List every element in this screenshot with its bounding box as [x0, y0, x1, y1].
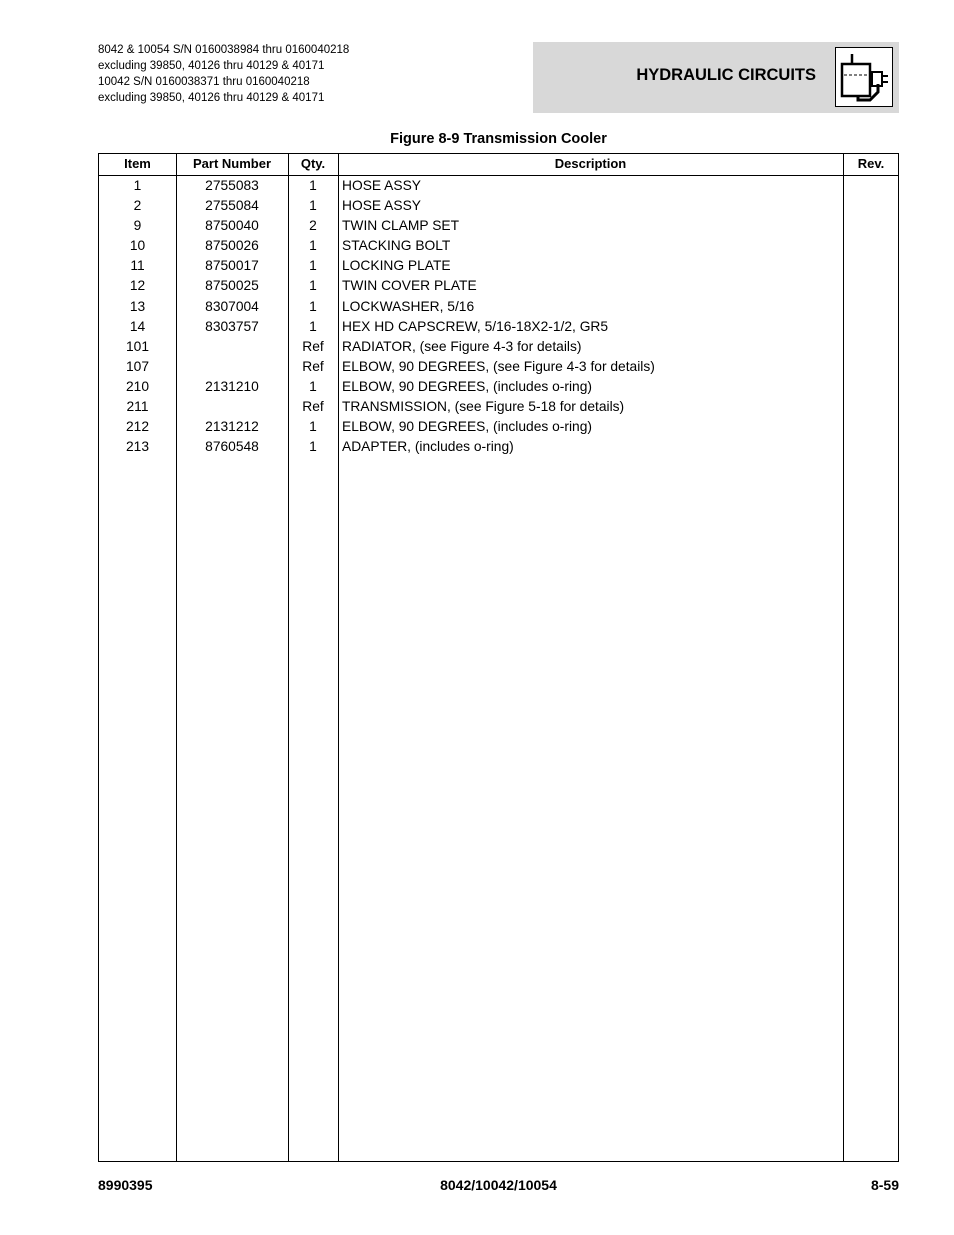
part-number-cell: 8750040: [205, 218, 259, 234]
description-cell: ELBOW, 90 DEGREES, (see Figure 4-3 for details): [342, 358, 655, 374]
qty-cell: Ref: [302, 399, 324, 415]
qty-cell: 1: [309, 318, 317, 334]
item-cell: 9: [133, 218, 142, 234]
column-header-qty: Qty.: [300, 156, 326, 171]
qty-cell: Ref: [302, 338, 324, 354]
item-cell: 213: [125, 439, 150, 455]
column-header-part-number: Part Number: [192, 156, 272, 171]
table-row: [99, 296, 898, 316]
description-cell: RADIATOR, (see Figure 4-3 for details): [342, 338, 582, 354]
description-cell: HEX HD CAPSCREW, 5/16-18X2-1/2, GR5: [342, 318, 609, 334]
item-cell: 101: [125, 338, 150, 354]
table-row: [99, 235, 898, 255]
item-cell: 11: [130, 258, 145, 274]
qty-cell: 1: [309, 238, 317, 254]
item-cell: 211: [126, 399, 149, 415]
part-number-cell: 2755084: [205, 198, 259, 214]
description-cell: TRANSMISSION, (see Figure 5-18 for details): [342, 399, 625, 415]
description-cell: LOCKING PLATE: [342, 258, 451, 274]
qty-cell: 2: [309, 218, 317, 234]
item-cell: 13: [129, 298, 146, 314]
footer-manual-number: 8990395: [98, 1177, 153, 1193]
part-number-cell: 8303757: [205, 318, 259, 334]
qty-cell: 1: [309, 298, 317, 314]
part-number-cell: 8760548: [205, 439, 259, 455]
table-row: [99, 175, 898, 195]
description-cell: LOCKWASHER, 5/16: [342, 298, 475, 314]
description-cell: ELBOW, 90 DEGREES, (includes o-ring): [342, 378, 592, 394]
item-cell: 1: [133, 178, 142, 193]
serial-range-block: [98, 42, 349, 106]
qty-cell: 1: [309, 419, 317, 435]
table-row: [99, 195, 898, 215]
column-header-rev: Rev.: [857, 156, 885, 171]
description-cell: STACKING BOLT: [342, 238, 451, 254]
table-row: [99, 376, 898, 396]
table-row: [99, 316, 898, 336]
qty-cell: Ref: [302, 358, 324, 374]
item-cell: 2: [133, 198, 142, 214]
parts-table: [98, 153, 899, 1162]
part-number-cell: 8750017: [205, 258, 259, 274]
part-number-cell: 2755083: [205, 178, 259, 193]
description-cell: ADAPTER, (includes o-ring): [342, 439, 514, 455]
part-number-cell: 8750025: [205, 278, 259, 294]
section-title: HYDRAULIC CIRCUITS: [636, 66, 816, 84]
table-row: [99, 275, 898, 295]
item-cell: 12: [129, 278, 146, 294]
serial-line: 10042 S/N 0160038371 thru 0160040218: [98, 76, 310, 88]
item-cell: 14: [129, 318, 146, 334]
qty-cell: 1: [309, 278, 317, 294]
part-number-cell: 2131210: [205, 378, 259, 394]
table-row: [99, 336, 898, 356]
table-row: [99, 215, 898, 235]
table-row: [99, 356, 898, 376]
description-cell: ELBOW, 90 DEGREES, (includes o-ring): [342, 419, 592, 435]
qty-cell: 1: [309, 439, 317, 455]
item-cell: 10: [129, 238, 146, 254]
part-number-cell: 8307004: [205, 298, 259, 314]
table-row: [99, 416, 898, 436]
description-cell: TWIN CLAMP SET: [342, 218, 460, 234]
column-header-description: Description: [554, 156, 627, 171]
qty-cell: 1: [309, 198, 317, 214]
footer-page-number: 8-59: [870, 1177, 899, 1193]
item-cell: 210: [125, 378, 150, 394]
table-row: [99, 436, 898, 456]
part-number-cell: 2131212: [205, 419, 259, 435]
description-cell: HOSE ASSY: [342, 198, 421, 214]
qty-cell: 1: [309, 378, 317, 394]
table-body: [99, 175, 898, 456]
table-row: [99, 255, 898, 275]
serial-line: excluding 39850, 40126 thru 40129 & 40171: [98, 92, 325, 104]
description-cell: HOSE ASSY: [342, 178, 421, 193]
table-row: [99, 396, 898, 416]
serial-line: excluding 39850, 40126 thru 40129 & 40171: [98, 60, 325, 72]
item-cell: 212: [125, 419, 150, 435]
column-header-item: Item: [124, 156, 151, 171]
figure-title: Figure 8-9 Transmission Cooler: [390, 131, 607, 147]
description-cell: TWIN COVER PLATE: [342, 278, 477, 294]
hydraulic-reservoir-icon: [835, 47, 893, 107]
item-cell: 107: [125, 358, 150, 374]
qty-cell: 1: [309, 258, 317, 274]
serial-line: 8042 & 10054 S/N 0160038984 thru 0160040218: [98, 44, 350, 56]
section-header: [533, 42, 899, 113]
footer-model-numbers: 8042/10042/10054: [440, 1177, 557, 1193]
part-number-cell: 8750026: [205, 238, 259, 254]
qty-cell: 1: [309, 178, 317, 193]
